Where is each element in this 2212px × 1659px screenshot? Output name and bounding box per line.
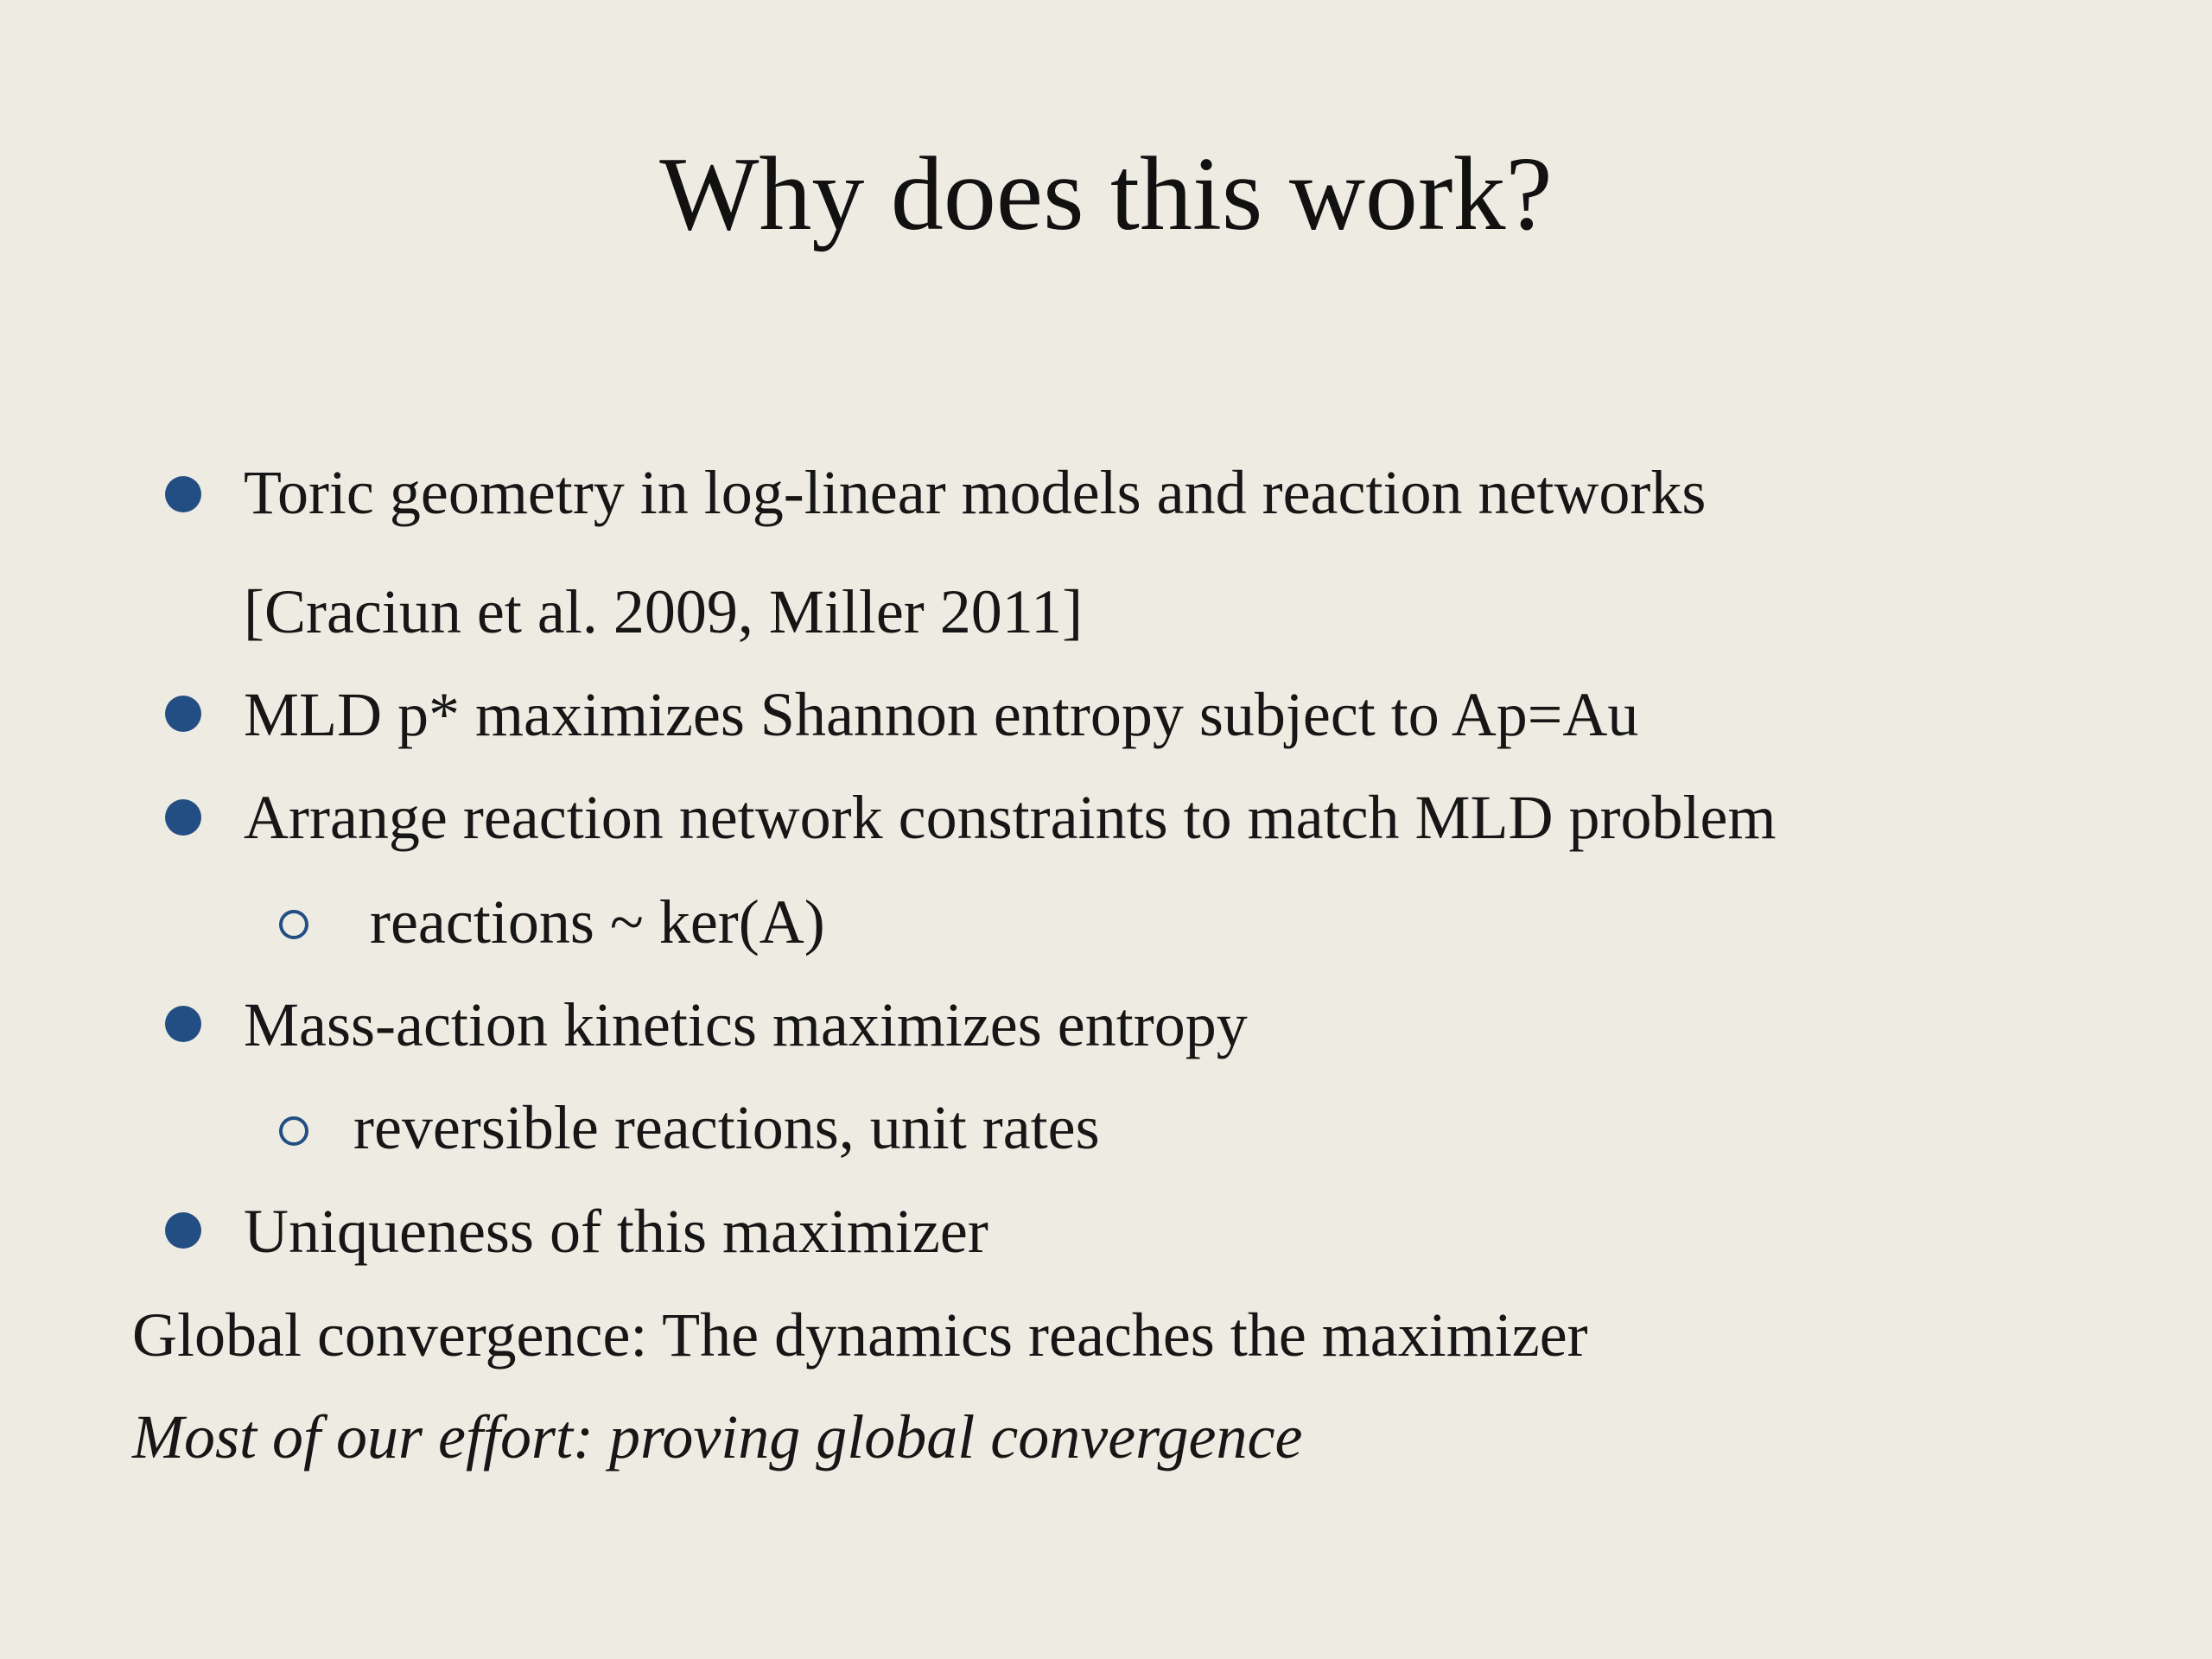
sub-bullet-text-reactions: reactions ~ ker(A): [370, 887, 825, 957]
bullet-icon: [165, 1212, 201, 1249]
effort-note: Most of our effort: proving global convergence: [132, 1402, 1303, 1471]
bullet-text-uniqueness: Uniqueness of this maximizer: [244, 1197, 988, 1266]
sub-bullet-icon: [279, 1116, 308, 1146]
bullet-icon: [165, 476, 201, 512]
sub-bullet-icon: [279, 910, 308, 939]
sub-bullet-text-reversible: reversible reactions, unit rates: [353, 1093, 1100, 1162]
global-convergence-line: Global convergence: The dynamics reaches the maximizer: [132, 1300, 1588, 1370]
bullet-citation: [Craciun et al. 2009, Miller 2011]: [244, 577, 1084, 646]
bullet-text-toric: Toric geometry in log-linear models and reaction networks: [244, 458, 1707, 527]
bullet-icon: [165, 696, 201, 732]
bullet-text-arrange: Arrange reaction network constraints to match MLD problem: [244, 783, 1777, 852]
bullet-text-mld: MLD p* maximizes Shannon entropy subject to Ap=Au: [244, 680, 1639, 749]
bullet-icon: [165, 799, 201, 836]
bullet-text-mass-action: Mass-action kinetics maximizes entropy: [244, 990, 1248, 1059]
bullet-icon: [165, 1006, 201, 1042]
slide-title: Why does this work?: [659, 136, 1553, 252]
